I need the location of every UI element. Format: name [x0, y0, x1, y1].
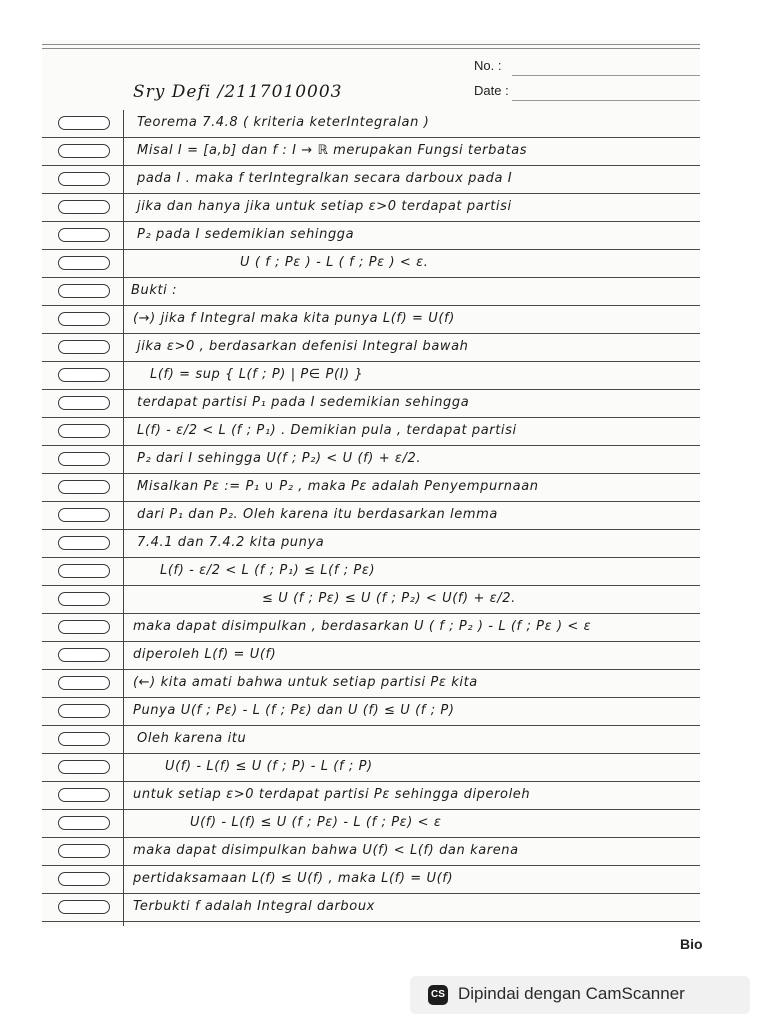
ruled-line — [42, 782, 700, 810]
ruled-line — [42, 670, 700, 698]
binder-hole-icon — [58, 704, 110, 718]
binder-hole-icon — [58, 312, 110, 326]
binder-hole-icon — [58, 620, 110, 634]
ruled-line — [42, 838, 700, 866]
binder-hole-icon — [58, 816, 110, 830]
scanner-text: Dipindai dengan CamScanner — [458, 984, 685, 1003]
ruled-line — [42, 110, 700, 138]
handwritten-line: pada I . maka f terIntegralkan secara darboux pada I — [137, 171, 513, 186]
ruled-line — [42, 362, 700, 390]
handwritten-line: P₂ dari I sehingga U(f ; P₂) < U (f) + ε/2. — [137, 451, 422, 466]
binder-hole-icon — [58, 788, 110, 802]
handwritten-line: L(f) = sup { L(f ; P) | P∈ P(I) } — [150, 367, 364, 382]
binder-hole-icon — [58, 872, 110, 886]
ruled-line — [42, 250, 700, 278]
ruled-line — [42, 474, 700, 502]
handwritten-line: U(f) - L(f) ≤ U (f ; P) - L (f ; P) — [165, 759, 373, 774]
binder-hole-icon — [58, 536, 110, 550]
binder-hole-icon — [58, 424, 110, 438]
ruled-line — [42, 166, 700, 194]
ruled-line — [42, 726, 700, 754]
ruled-line — [42, 614, 700, 642]
ruled-line — [42, 194, 700, 222]
binder-hole-icon — [58, 648, 110, 662]
handwritten-line: U ( f ; Pε ) - L ( f ; Pε ) < ε. — [240, 255, 429, 270]
handwritten-line: (←) kita amati bahwa untuk setiap partisi Pε kita — [133, 675, 478, 690]
ruled-line — [42, 754, 700, 782]
ruled-line — [42, 530, 700, 558]
ruled-line — [42, 418, 700, 446]
ruled-line — [42, 894, 700, 922]
handwritten-line: dari P₁ dan P₂. Oleh karena itu berdasarkan lemma — [137, 507, 498, 522]
ruled-line — [42, 334, 700, 362]
date-field-rule — [512, 100, 700, 101]
ruled-line — [42, 138, 700, 166]
author-name: Sry Defi /2117010003 — [133, 82, 343, 102]
ruled-line — [42, 558, 700, 586]
binder-hole-icon — [58, 592, 110, 606]
binder-hole-icon — [58, 396, 110, 410]
ruled-line — [42, 222, 700, 250]
handwritten-line: 7.4.1 dan 7.4.2 kita punya — [137, 535, 325, 550]
handwritten-line: jika dan hanya jika untuk setiap ε>0 terdapat partisi — [137, 199, 512, 214]
binder-hole-icon — [58, 452, 110, 466]
top-rule — [42, 48, 700, 49]
binder-hole-icon — [58, 144, 110, 158]
binder-hole-icon — [58, 760, 110, 774]
binder-hole-icon — [58, 116, 110, 130]
handwritten-line: jika ε>0 , berdasarkan defenisi Integral bawah — [137, 339, 469, 354]
ruled-line — [42, 698, 700, 726]
handwritten-line: P₂ pada I sedemikian sehingga — [137, 227, 355, 242]
handwritten-line: Misal I = [a,b] dan f : I → ℝ merupakan Fungsi terbatas — [137, 143, 528, 158]
camscanner-logo-icon: CS — [428, 985, 448, 1005]
handwritten-line: maka dapat disimpulkan bahwa U(f) < L(f) dan karena — [133, 843, 519, 858]
ruled-line — [42, 642, 700, 670]
no-field-rule — [512, 75, 700, 76]
binder-hole-icon — [58, 508, 110, 522]
handwritten-line: Teorema 7.4.8 ( kriteria keterIntegralan ) — [137, 115, 430, 130]
handwritten-line: pertidaksamaan L(f) ≤ U(f) , maka L(f) = U(f) — [133, 871, 454, 886]
handwritten-line: Oleh karena itu — [137, 731, 247, 746]
ruled-line — [42, 390, 700, 418]
handwritten-line: Terbukti f adalah Integral darboux — [133, 899, 375, 914]
binder-hole-icon — [58, 676, 110, 690]
binder-hole-icon — [58, 172, 110, 186]
scanner-watermark — [410, 976, 750, 1014]
handwritten-line: ≤ U (f ; Pε) ≤ U (f ; P₂) < U(f) + ε/2. — [262, 591, 516, 606]
handwritten-line: diperoleh L(f) = U(f) — [133, 647, 277, 662]
handwritten-line: untuk setiap ε>0 terdapat partisi Pε sehingga diperoleh — [133, 787, 531, 802]
binder-hole-icon — [58, 732, 110, 746]
ruled-line — [42, 306, 700, 334]
binder-hole-icon — [58, 256, 110, 270]
binder-hole-icon — [58, 228, 110, 242]
ruled-line — [42, 866, 700, 894]
binder-hole-icon — [58, 900, 110, 914]
handwritten-line: U(f) - L(f) ≤ U (f ; Pε) - L (f ; Pε) < ε — [190, 815, 442, 830]
handwritten-line: terdapat partisi P₁ pada I sedemikian sehingga — [137, 395, 470, 410]
ruled-line — [42, 278, 700, 306]
handwritten-line: (→) jika f Integral maka kita punya L(f) = U(f) — [133, 311, 455, 326]
binder-hole-icon — [58, 368, 110, 382]
handwritten-line: Bukti : — [131, 283, 178, 298]
binder-hole-icon — [58, 340, 110, 354]
handwritten-line: L(f) - ε/2 < L (f ; P₁) ≤ L(f ; Pε) — [160, 563, 376, 578]
ruled-line — [42, 810, 700, 838]
binder-hole-icon — [58, 480, 110, 494]
handwritten-line: maka dapat disimpulkan , berdasarkan U ( f ; P₂ ) - L (f ; Pε ) < ε — [133, 619, 592, 634]
no-label: No. : — [474, 58, 502, 73]
ruled-line — [42, 586, 700, 614]
binder-hole-icon — [58, 844, 110, 858]
handwritten-line: Misalkan Pε := P₁ ∪ P₂ , maka Pε adalah Penyempurnaan — [137, 479, 539, 494]
date-label: Date : — [474, 83, 509, 98]
binder-hole-icon — [58, 200, 110, 214]
top-rule — [42, 44, 700, 45]
handwritten-line: L(f) - ε/2 < L (f ; P₁) . Demikian pula , terdapat partisi — [137, 423, 517, 438]
binder-hole-icon — [58, 284, 110, 298]
margin-line — [123, 110, 124, 926]
ruled-line — [42, 446, 700, 474]
binder-hole-icon — [58, 564, 110, 578]
ruled-line — [42, 502, 700, 530]
brand-mark: Bio — [680, 936, 703, 952]
handwritten-line: Punya U(f ; Pε) - L (f ; Pε) dan U (f) ≤ U (f ; P) — [133, 703, 455, 718]
